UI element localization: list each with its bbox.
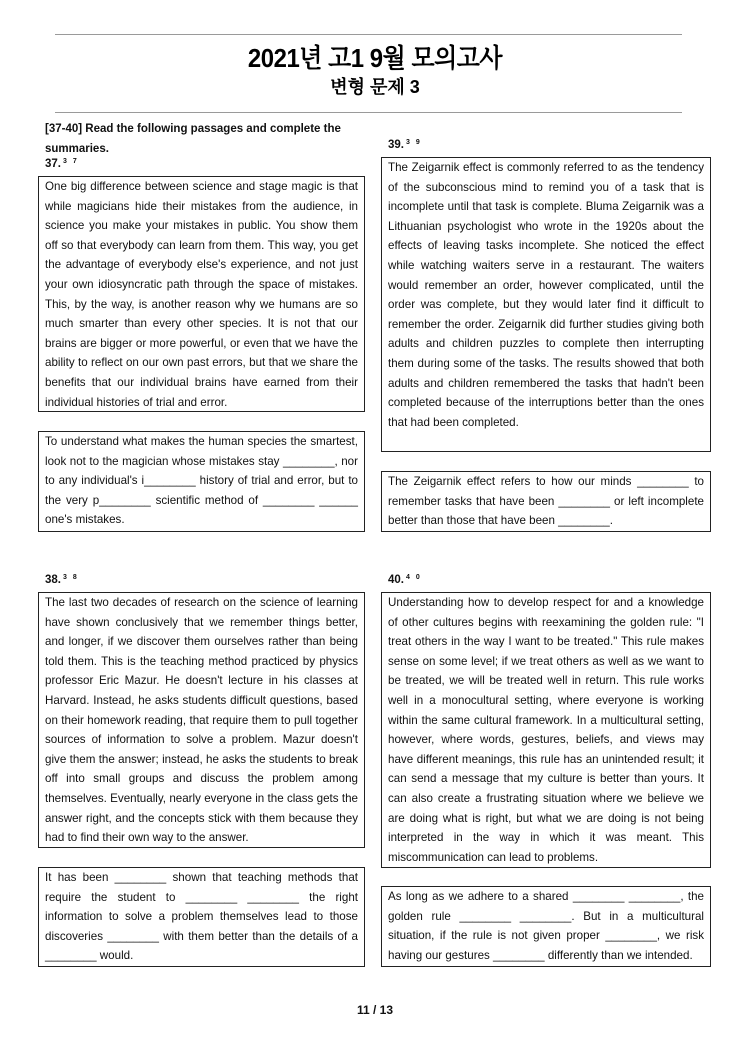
summary-text: It has been ________ shown that teaching methods that require the student to ________ ________ the right information to solve a problem themselves lead to those discoveries ________ with them better than the details of a ________ would. [45,871,358,963]
summary-box-37 [38,431,365,532]
question-number-37 [45,158,79,170]
page-title: 2021년 고1 9월 모의고사 [247,43,503,73]
page-subtitle: 변형 문제 3 [330,77,420,97]
passage-text: The last two decades of research on the science of learning have shown conclusively that we remember things better, and longer, if we discover them ourselves rather than being told them. This is the teaching method practiced by physics professor Eric Mazur. He doesn't lecture in his classes at Harvard. Instead, he asks students difficult questions, based on their homework reading, that require them to pull together sources of information to solve a problem. Mazur doesn't give them the answer; instead, he asks the students to break off into small groups and discuss the problem among themselves. Eventually, nearly everyone in the class gets the answer right, and the concepts stick with them because they had to find their own way to the answer. [45,596,358,845]
question-label: 37. [45,158,61,170]
question-number-39 [388,139,422,151]
summary-box-38 [38,867,365,967]
question-number-38 [45,574,79,586]
page-number: 11 / 13 [356,1003,394,1017]
question-label: 39. [388,139,404,151]
question-superscript: 3 8 [63,574,79,581]
passage-text: The Zeigarnik effect is commonly referred to as the tendency of the subconscious mind to remind you of a task that is incomplete until that task is complete. Bluma Zeigarnik was a Lithuanian psychologist who wrote in the 1920s about the effects of leaving tasks incomplete. She noticed the effect while watching waiters serve in a restaurant. The waiters would remember an order, however complicated, until the order was complete, but they would later find it difficult to remember the order. Zeigarnik did further studies giving both adults and children puzzles to complete then interrupting them during some of the tasks. The results showed that both adults and children remembered the tasks that hadn't been completed because of the interruptions better than the ones that had been completed. [388,161,704,429]
instructions: [37-40] Read the following passages and complete the summaries. [45,123,341,155]
question-superscript: 3 9 [406,139,422,146]
passage-box-38 [38,592,365,848]
passage-box-37 [38,176,365,412]
passage-text: Understanding how to develop respect for and a knowledge of other cultures begins with reexamining the golden rule: "I treat others in the way I want to be treated." This rule makes sense on some level; if we treat others as well as we want to be treated, we will be treated well in return. This rule works well in a monocultural setting, where everyone is working within the same cultural framework. In a multicultural setting, however, where words, gestures, beliefs, and views may have different meanings, this rule has an unintended result; it can send a message that my culture is better than yours. It can also create a frustrating situation where we believe we are doing what is right, but what we are doing is not being interpreted in the way in which it was meant. This miscommunication can lead to problems. [388,596,704,864]
top-divider [55,34,682,35]
question-label: 38. [45,574,61,586]
summary-text: As long as we adhere to a shared ________ ________, the golden rule ________ ________. But in a multicultural situation, if the rule is not given proper ________, we risk having our gestures ________ differently than we intended. [388,890,704,962]
passage-text: One big difference between science and stage magic is that while magicians hide their mistakes from the audience, in science you make your mistakes in public. You show them off so that everybody can learn from them. This way, you get the advantage of everybody else's experience, and not just your own idiosyncratic path through the space of mistakes. This, by the way, is another reason why we humans are so much smarter than every other species. It is not that our brains are bigger or more powerful, or even that we have the ability to reflect on our own past errors, but that we share the benefits that our individual brains have earned from their individual histories of trial and error. [45,180,358,409]
summary-text: To understand what makes the human species the smartest, look not to the magician whose mistakes stay ________, nor to any individual's i________ history of trial and error, but to the very p________ scientific method of ________ ______ one's mistakes. [45,435,358,527]
summary-box-39 [381,471,711,532]
passage-box-40 [381,592,711,868]
question-label: 40. [388,574,404,586]
header-divider [55,112,682,113]
passage-box-39 [381,157,711,452]
summary-text: The Zeigarnik effect refers to how our minds ________ to remember tasks that have been ________ or left incomplete better than those that have been ________. [388,475,704,528]
summary-box-40 [381,886,711,967]
question-number-40 [388,574,422,586]
question-superscript: 4 0 [406,574,422,581]
question-superscript: 3 7 [63,158,79,165]
